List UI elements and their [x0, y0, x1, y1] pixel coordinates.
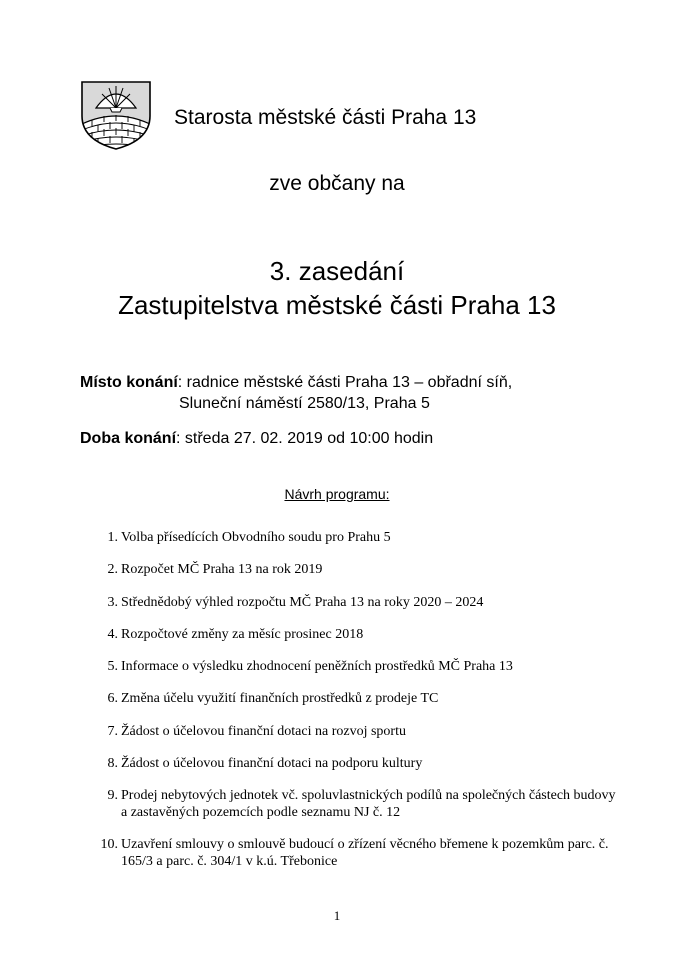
issuer-heading: Starosta městské části Praha 13 — [174, 106, 477, 129]
agenda-item — [96, 561, 322, 578]
time-label: Doba konání — [80, 430, 177, 447]
agenda-item-number: 4. — [107, 627, 118, 642]
agenda-item-number: 6. — [107, 691, 118, 706]
praha-13-coat-of-arms-icon — [78, 78, 154, 152]
time-line — [80, 430, 433, 448]
agenda-item — [96, 755, 422, 772]
agenda-item — [96, 836, 609, 870]
agenda-item-text: Informace o výsledku zhodnocení peněžních prostředků MČ Praha 13 — [121, 659, 513, 674]
agenda-item — [96, 529, 391, 546]
place-label: Místo konání — [80, 374, 178, 391]
agenda-item-text: Uzavření smlouvy o smlouvě budoucí o zřízení věcného břemene k pozemkům parc. č. 165/3 a parc. č. 304/1 v k.ú. Třebonice — [121, 837, 609, 869]
agenda-item-text: Změna účelu využití finančních prostředků z prodeje TC — [121, 691, 439, 706]
invitation-text: zve občany na — [269, 172, 405, 195]
place-line — [80, 374, 512, 392]
agenda-item-text: Prodej nebytových jednotek vč. spoluvlastnických podílů na společných částech budovy a zastavěných pozemcích podle seznamu NJ č. 12 — [121, 788, 616, 820]
agenda-item — [96, 723, 406, 740]
agenda-item-text: Rozpočtové změny za měsíc prosinec 2018 — [121, 627, 364, 642]
program-heading: Návrh programu: — [284, 486, 390, 502]
agenda-item — [96, 787, 616, 821]
agenda-item-text: Žádost o účelovou finanční dotaci na rozvoj sportu — [121, 724, 406, 739]
agenda-item-text: Žádost o účelovou finanční dotaci na podporu kultury — [121, 756, 423, 771]
place-address: Sluneční náměstí 2580/13, Praha 5 — [179, 395, 430, 412]
agenda-item-text: Střednědobý výhled rozpočtu MČ Praha 13 na roky 2020 – 2024 — [121, 595, 484, 610]
agenda-item — [96, 658, 513, 675]
place-value: : radnice městské části Praha 13 – obřadní síň, — [177, 374, 513, 391]
agenda-item — [96, 594, 483, 611]
agenda-item-number: 8. — [107, 756, 118, 771]
agenda-item — [96, 626, 363, 643]
agenda-item-number: 5. — [107, 659, 118, 674]
time-value: : středa 27. 02. 2019 od 10:00 hodin — [176, 430, 434, 447]
agenda-item-number: 7. — [107, 724, 118, 739]
agenda-item-number: 10. — [100, 837, 118, 852]
page-number: 1 — [333, 908, 341, 923]
agenda-item-number: 3. — [107, 595, 118, 610]
session-title: 3. zasedání — [269, 256, 405, 286]
agenda-item-text: Volba přísedících Obvodního soudu pro Prahu 5 — [121, 530, 391, 545]
agenda-item-number: 1. — [107, 530, 118, 545]
agenda-item-number: 9. — [107, 788, 118, 803]
agenda-item-text: Rozpočet MČ Praha 13 na rok 2019 — [121, 562, 323, 577]
agenda-item-number: 2. — [107, 562, 118, 577]
agenda-item — [96, 690, 438, 707]
session-subtitle: Zastupitelstva městské části Praha 13 — [118, 290, 556, 320]
